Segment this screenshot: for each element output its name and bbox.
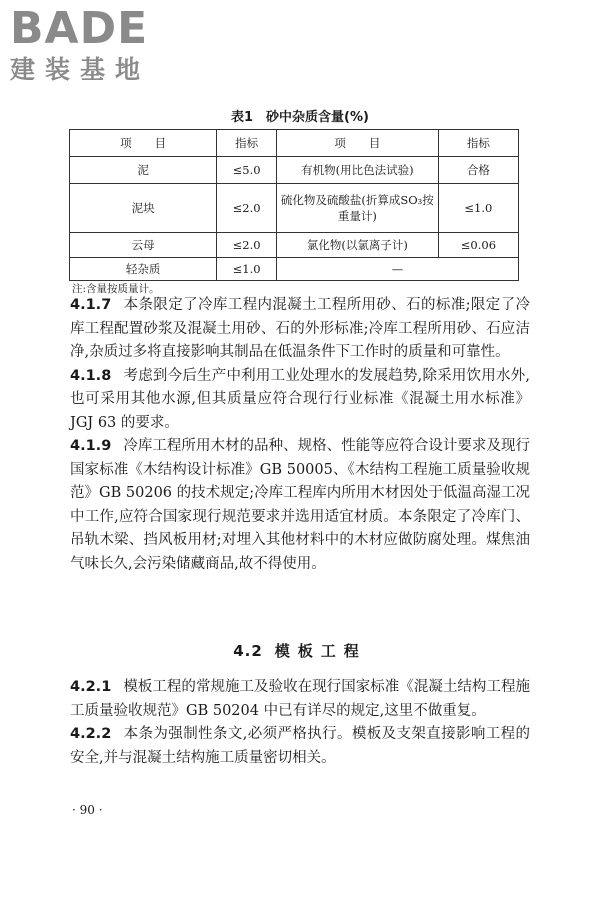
table-row (70, 258, 519, 281)
table-cell: 轻杂质 (70, 258, 217, 281)
section-number: 4.2 (233, 642, 263, 660)
bade-logo (10, 3, 180, 86)
logo-brand: BADE (10, 3, 149, 54)
table-cell: 泥 (70, 157, 217, 184)
clause-block-4-1 (70, 294, 530, 576)
table-cell: 氯化物(以氯离子计) (276, 233, 438, 258)
clause-text: 模板工程的常规施工及验收在现行国家标准《混凝土结构工程施工质量验收规范》GB 50204 中已有详尽的规定,这里不做重复。 (70, 679, 530, 719)
clause-4-1-8 (70, 365, 530, 436)
clause-4-2-1 (70, 676, 530, 723)
impurity-table (69, 129, 519, 281)
clause-number: 4.1.9 (70, 438, 112, 454)
table-row (70, 184, 519, 233)
section-heading (0, 640, 600, 661)
table-header-row (70, 130, 519, 157)
clause-number: 4.1.7 (70, 297, 112, 313)
header-item-2: 项 目 (276, 130, 438, 157)
section-title: 模板工程 (274, 642, 367, 660)
page-number: · 90 · (72, 803, 103, 817)
table-cell: ≤2.0 (217, 233, 277, 258)
table-row (70, 157, 519, 184)
clause-4-2-2 (70, 723, 530, 770)
table-cell: 云母 (70, 233, 217, 258)
table-cell: 泥块 (70, 184, 217, 233)
clause-text: 本条为强制性条文,必须严格执行。模板及支架直接影响工程的安全,并与混凝土结构施工质量密切相关。 (70, 726, 530, 766)
clause-block-4-2 (70, 676, 530, 770)
table-cell: ≤1.0 (438, 184, 518, 233)
clause-text: 本条限定了冷库工程内混凝土工程所用砂、石的标准;限定了冷库工程配置砂浆及混凝土用砂、石的外形标准;冷库工程所用砂、石应洁净,杂质过多将直接影响其制品在低温条件下工作时的质量和可靠性。 (70, 297, 530, 360)
table-cell: ≤5.0 (217, 157, 277, 184)
table-cell: 有机物(用比色法试验) (276, 157, 438, 184)
header-item-1: 项 目 (70, 130, 217, 157)
table-note: 注:含量按质量计。 (72, 283, 160, 295)
logo-subtitle: 建装基地 (10, 55, 151, 84)
clause-text: 考虑到今后生产中利用工业处理水的发展趋势,除采用饮用水外,也可采用其他水源,但其质量应符合现行行业标准《混凝土用水标准》JGJ 63 的要求。 (70, 367, 530, 431)
header-index-1: 指标 (217, 130, 277, 157)
clause-number: 4.2.1 (70, 679, 112, 695)
table-cell: — (276, 258, 518, 281)
table-cell: ≤1.0 (217, 258, 277, 281)
clause-text: 冷库工程所用木材的品种、规格、性能等应符合设计要求及现行国家标准《木结构设计标准》GB 50005、《木结构工程施工质量验收规范》GB 50206 的技术规定;冷库工程库内所用木材因处于低温高湿工况中工作,应符合国家现行规范要求并选用适宜材质。本条限定了冷库门、吊轨木梁、挡风板用材;对埋入其他材料中的木材应做防腐处理。煤焦油气味长久,会污染储藏商品,故不得使用。 (70, 438, 530, 572)
clause-number: 4.1.8 (70, 367, 112, 384)
clause-number: 4.2.2 (70, 726, 112, 742)
table-row (70, 233, 519, 258)
table-cell: 合格 (438, 157, 518, 184)
table-cell: ≤0.06 (438, 233, 518, 258)
table-cell: ≤2.0 (217, 184, 277, 233)
table-title: 表1 砂中杂质含量(%) (231, 110, 369, 125)
clause-4-1-9 (70, 435, 530, 576)
table-cell: 硫化物及硫酸盐(折算成SO₃按重量计) (276, 184, 438, 233)
header-index-2: 指标 (438, 130, 518, 157)
clause-4-1-7 (70, 294, 530, 365)
